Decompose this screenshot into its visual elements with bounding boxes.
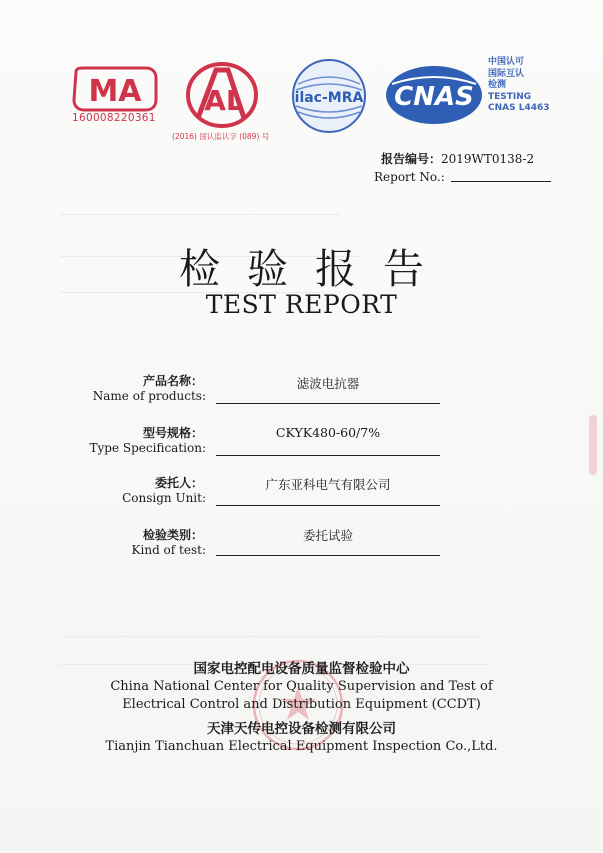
field-label-en: Type Specification: bbox=[89, 441, 206, 455]
field-label-cn: 检验类别： bbox=[142, 528, 203, 542]
cnas-accreditation-text bbox=[488, 57, 550, 115]
field-value: 滤波电抗器 bbox=[296, 376, 360, 391]
cal-logo bbox=[184, 60, 260, 130]
cnas-line: 中国认可 bbox=[488, 57, 525, 67]
field-underline bbox=[216, 505, 440, 506]
cma-logo bbox=[70, 66, 160, 112]
title-english: TEST REPORT bbox=[205, 290, 398, 319]
report-number-underline bbox=[451, 181, 551, 182]
report-number-value: 2019WT0138-2 bbox=[441, 152, 535, 166]
field-value: 委托试验 bbox=[302, 528, 353, 543]
field-label-cn: 产品名称： bbox=[142, 374, 203, 388]
field-label-cn: 委托人： bbox=[154, 476, 203, 490]
report-number-row bbox=[381, 150, 534, 167]
field-underline bbox=[216, 455, 440, 456]
report-number-label-en: Report No.: bbox=[374, 170, 445, 184]
cal-caption: (2016) 国认监认字 (089) 号 bbox=[172, 132, 270, 141]
title-chinese: 检验报告 bbox=[179, 245, 451, 293]
cnas-line: 国际互认 bbox=[488, 68, 525, 79]
cnas-logo-text: CNAS bbox=[394, 82, 474, 112]
cnas-line: TESTING bbox=[488, 91, 532, 102]
show-through-line bbox=[60, 636, 480, 637]
issuer-company-cn: 天津天传电控设备检测有限公司 bbox=[207, 721, 396, 737]
field-underline bbox=[216, 555, 440, 556]
issuer-center-en-line1: China National Center for Quality Supervision and Test of bbox=[110, 679, 493, 694]
field-value: 广东亚科电气有限公司 bbox=[265, 477, 391, 492]
field-underline bbox=[216, 403, 440, 404]
issuer-center-en-line2: Electrical Control and Distribution Equipment (CCDT) bbox=[122, 697, 481, 712]
binding-edge-mark bbox=[589, 415, 597, 475]
show-through-line bbox=[60, 214, 340, 215]
cal-logo-text: AL bbox=[204, 84, 244, 117]
ilac-mra-logo bbox=[286, 56, 372, 136]
issuer-center-cn: 国家电控配电设备质量监督检验中心 bbox=[193, 661, 410, 677]
cnas-logo bbox=[384, 64, 484, 126]
field-label-en: Name of products: bbox=[92, 389, 206, 403]
field-label-en: Kind of test: bbox=[131, 543, 206, 557]
report-number-label: 报告编号： bbox=[381, 152, 442, 166]
issuer-company-en: Tianjin Tianchuan Electrical Equipment Inspection Co.,Ltd. bbox=[105, 739, 498, 754]
field-label-cn: 型号规格： bbox=[142, 426, 203, 440]
cma-logo-text: MA bbox=[88, 74, 142, 109]
cnas-line: 检测 bbox=[488, 80, 507, 90]
cnas-line: CNAS L4463 bbox=[488, 103, 550, 113]
field-value: CKYK480-60/7% bbox=[275, 425, 381, 440]
ilac-logo-text: ilac-MRA bbox=[294, 90, 364, 106]
cma-number: 160008220361 bbox=[72, 112, 156, 124]
field-label-en: Consign Unit: bbox=[122, 491, 206, 505]
